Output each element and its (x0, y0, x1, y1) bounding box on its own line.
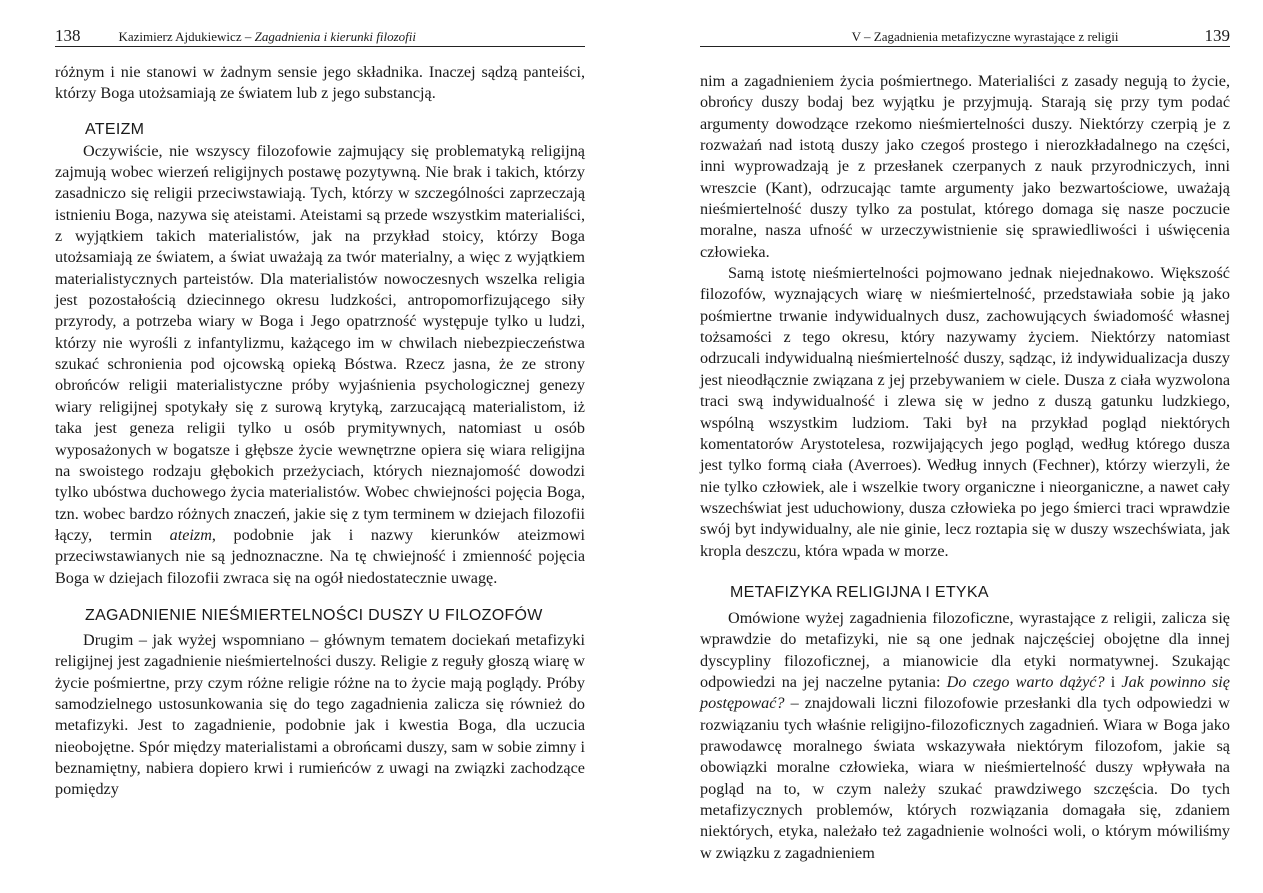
heading-ateizm: ATEIZM (85, 120, 145, 138)
right-page-number: 139 (1204, 26, 1230, 45)
paragraph-istota-niesmiertelnosci: Samą istotę nieśmiertelności pojmowano jednak niejednakowo. Większość filozofów, wyznających wiarę w nieśmiertelność, przedstawiała sobie ją jako pośmiertne trwanie indywidualnych dusz, zachowujących świadomość własnej tożsamości z tego okresu, który nazywamy życiem. Niektórzy natomiast odrzucali indywidualną nieśmiertelność duszy, sądząc, iż indywidualizacja duszy jest nieodłącznie związana z jej przebywaniem w ciele. Dusza z ciała wyzwolona traci swą indywidualność i zlewa się w jedno z duszą gatunku ludzkiego, wspólną wszystkim ludziom. Taki był na przykład pogląd niektórych komentatorów Arystotelesa, rozwijających jego pogląd, według którego dusza jest tylko formą ciała (Averroes). Według innych (Fechner), którzy wierzyli, że nie tylko człowiek, ale i wszelkie twory organiczne i nieorganiczne, a nawet cały wszechświat jest uduchowiony, dusza człowieka po jego śmierci traci wprawdzie swój byt indywidualny, ale nie ginie, lecz roztapia się w duszy wszechświata, jak kropla deszczu, która wpada w morze. (700, 264, 1230, 560)
paragraph-niesmiertelnosc: Drugim – jak wyżej wspomniano – głównym tematem dociekań metafizyki religijnej jest zagadnienie nieśmiertelności duszy. Religie z reguły głoszą wiarę w życie pośmiertne, przy czym różne religie różne na to życie mają poglądy. Próby samodzielnego ustosunkowania się do tego zagadnienia zalicza się również do metafizyki. Jest to zagadnienie, podobnie jak i kwestia Boga, dla uczucia nieobojętne. Spór między materialistami a obrońcami duszy, sam w sobie zimny i beznamiętny, nabiera dopiero krwi i rumieńców z uwagi na związki zachodzące pomiędzy (55, 630, 585, 799)
left-running-header (55, 24, 585, 46)
italic-question-1: Do czego warto dążyć? (946, 672, 1105, 691)
running-head-title: Zagadnienia i kierunki filozofii (254, 29, 417, 44)
left-header-rule (55, 46, 585, 47)
left-page-number: 138 (55, 26, 81, 45)
ateizm-text-part2: , podobnie jak i nazwy kierunków ateizmowi przeciwstawianych nie są jednoznaczne. Na tę chwiejność i zmienność pojęcia Boga w dziejach filozofii zwraca się na ogół niedostatecznie uwagę. (55, 525, 586, 587)
heading-niesmiertelnosc: ZAGADNIENIE NIEŚMIERTELNOŚCI DUSZY U FILOZOFÓW (85, 606, 543, 624)
metafizyka-connector: i (1104, 672, 1122, 691)
paragraph-metafizyka (700, 608, 1230, 864)
left-running-head (119, 29, 417, 46)
paragraph-continued: nim a zagadnieniem życia pośmiertnego. Materialiści z zasady negują to życie, obrońcy duszy bodaj bez wyjątku je przyjmują. Starają się przy tym podać argumenty dowodzące rzekomo nieśmiertelności duszy. Niektórzy czerpią je z rozważań nad istotą duszy jako czegoś prostego i nierozkładalnego na części, inni wyprowadzają je z przesłanek czerpanych z nauk przyrodniczych, inni wreszcie (Kant), odrzucając tamte argumenty jako bezwartościowe, uważają nieśmiertelność duszy tylko za postulat, którego domaga się nasze poczucie moralne, nasza ufność w urzeczywistnienie się sprawiedliwości i uświęcenia człowieka. (700, 72, 1230, 261)
italic-term-ateizm: ateizm (169, 525, 212, 544)
right-running-header (700, 24, 1230, 46)
right-page (632, 0, 1263, 893)
italic-question-2: Jak powinno się postępować? (700, 672, 1230, 713)
right-text-column (700, 71, 1230, 864)
left-text-column (55, 62, 585, 801)
running-head-author: Kazimierz Ajdukiewicz – (118, 29, 255, 44)
ateizm-text-part1: Oczywiście, nie wszyscy filozofowie zajmujący się problematyką religijną zajmują wobec wierzeń religijnych postawę pozytywną. Nie brak i takich, którzy zasadniczo się religii przeciwstawiają. Tych, którzy w szczególności zaprzeczają istnieniu Boga, nazywa się ateistami. Ateistami są przede wszystkim materialiści, z wyjątkiem takich materialistów, jak na przykład stoicy, którzy Boga utożsamiają ze światem, a świat uważają za twór materialny, a więc z wyjątkiem materialistycznych parteistów. Dla materialistów nowoczesnych wszelka religia jest pozostałością dziecinnego okresu ludzkości, antropomorfizującego siły przyrody, a potrzeba wiary w Boga i Jego opatrzność występuje tylko u ludzi, którzy nie wyrośli z infantylizmu, każącego im w chwilach niebezpieczeństwa szukać schronienia pod ojcowską opieką Bóstwa. Rzecz jasna, że ze strony obrońców religii materialistyczne próby wyjaśnienia psychologicznej genezy wiary religijnej spotykały się z surową krytyką, zarzucającą materialistom, iż taka jest geneza religii tylko u osób prymitywnych, natomiast u osób wyposażonych w bogatsze i głębsze życie wewnętrzne opiera się wiara religijna na swoistego rodzaju głębokich przeżyciach, których nieznajomość dowodzi tylko ubóstwa duchowego życia materialistów. Wobec chwiejności pojęcia Boga, tzn. wobec bardzo różnych znaczeń, jakie się z tym terminem w dziejach filozofii łączy, termin (55, 141, 585, 544)
left-page (0, 0, 631, 893)
metafizyka-text-part2: – znajdowali liczni filozofowie przesłanki dla tych odpowiedzi w rozwiązaniu tych właśnie religijno-filozoficznych zagadnień. Wiara w Boga jako prawodawcę moralnego świata wskazywała niektórym filozofom, jakie są obowiązki moralne człowieka, wiara w nieśmiertelność duszy wpływała na pogląd na to, w czym należy szukać prawdziwego szczęścia. Do tych metafizycznych problemów, których rozwiązania domagała się, zdaniem niektórych, etyka, należało też zagadnienie wolności woli, o którym mówiliśmy w związku z zagadnieniem (700, 694, 1230, 862)
metafizyka-text-part1: Omówione wyżej zagadnienia filozoficzne, wyrastające z religii, zalicza się wprawdzie do metafizyki, nie są one jednak najczęściej obojętne dla innej dyscypliny filozoficznej, a mianowicie dla etyki normatywnej. Szukając odpowiedzi na jej naczelne pytania: (700, 608, 1230, 691)
right-running-head: V – Zagadnienia metafizyczne wyrastające z religii (851, 29, 1119, 44)
right-header-rule (700, 46, 1230, 47)
intro-paragraph: różnym i nie stanowi w żadnym sensie jego składnika. Inaczej sądzą panteiści, którzy Boga utożsamiają ze światem lub z jego substancją. (55, 63, 585, 103)
paragraph-ateizm (55, 141, 585, 589)
heading-metafizyka-religijna: METAFIZYKA RELIGIJNA I ETYKA (730, 583, 989, 601)
